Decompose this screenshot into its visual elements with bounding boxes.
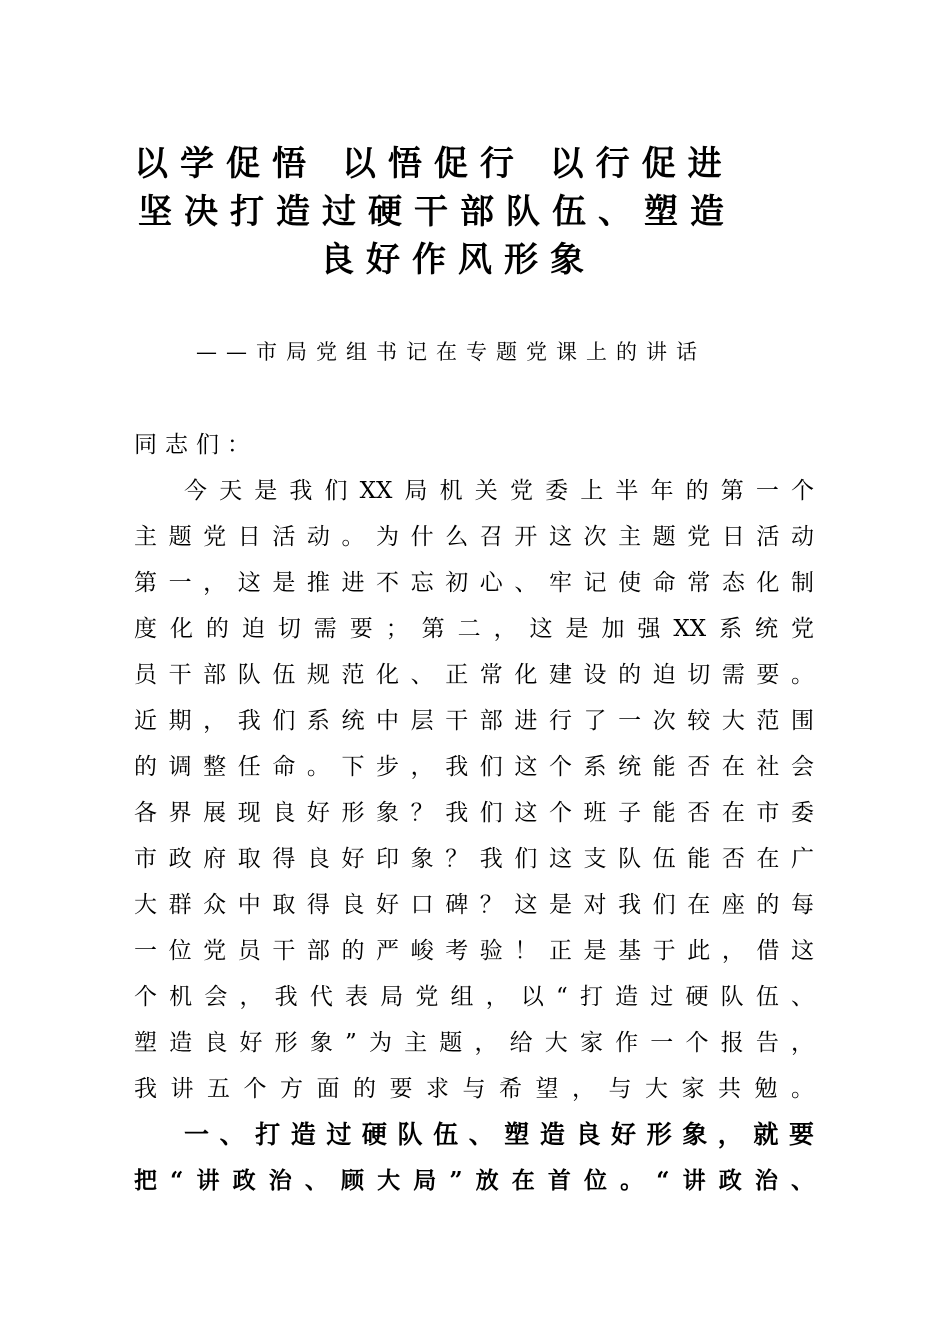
body-line: 个机会，我代表局党组，以“打造过硬队伍、 [134,984,814,1010]
body-line: 员干部队伍规范化、正常化建设的迫切需要。 [134,662,814,688]
body-line: 各界展现良好形象？我们这个班子能否在市委 [134,800,814,826]
title-line-3: 良好作风形象 [320,240,596,280]
body-line: 市政府取得良好印象？我们这支队伍能否在广 [134,846,814,872]
body-line: 的调整任命。下步，我们这个系统能否在社会 [134,754,814,780]
body-line: 我讲五个方面的要求与希望，与大家共勉。 [134,1076,814,1102]
body-line: 第一，这是推进不忘初心、牢记使命常态化制 [134,570,814,596]
body-line: 塑造良好形象”为主题，给大家作一个报告， [134,1030,814,1056]
body-line: 一位党员干部的严峻考验！正是基于此，借这 [134,938,814,964]
salutation: 同志们： [134,432,258,458]
body-line: 大群众中取得良好口碑？这是对我们在座的每 [134,892,814,918]
section-heading-line: 一、打造过硬队伍、塑造良好形象，就要 [184,1120,814,1149]
body-line: 近期，我们系统中层干部进行了一次较大范围 [134,708,814,734]
title-line-2: 坚决打造过硬干部队伍、塑造 [138,192,736,232]
subtitle: ——市局党组书记在专题党课上的讲话 [196,340,706,364]
body-line: 今天是我们XX局机关党委上半年的第一个 [184,478,814,504]
section-heading-text: 把“讲政治、顾大局”放在首位。“讲政治、 [134,1167,814,1194]
title-line-1: 以学促悟 以悟促行 以行促进 [134,144,734,184]
body-line: 度化的迫切需要；第二，这是加强XX系统党 [134,616,814,642]
body-line: 主题党日活动。为什么召开这次主题党日活动 [134,524,814,550]
section-body-line [134,1166,814,1196]
